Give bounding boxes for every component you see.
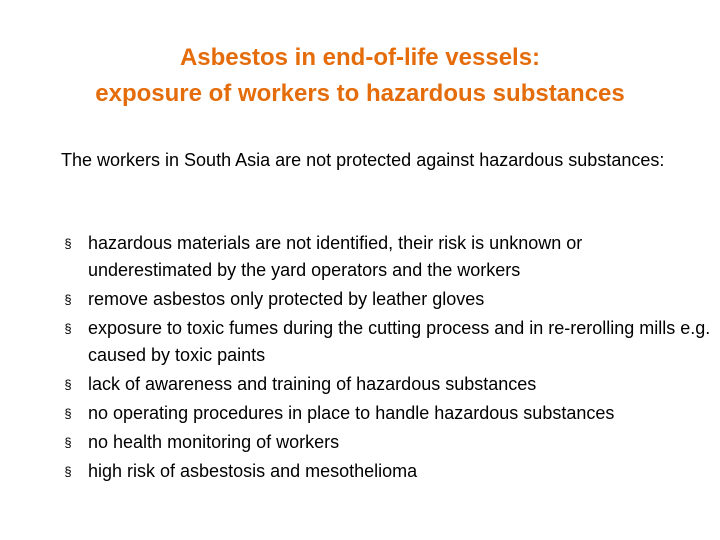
bullet-marker-icon: § <box>64 377 72 392</box>
bullet-text: remove asbestos only protected by leather gloves <box>88 289 485 309</box>
bullet-text: exposure to toxic fumes during the cutting process and in re-rerolling mills e.g. caused by toxic paints <box>88 318 711 365</box>
slide-title-line-1: Asbestos in end-of-life vessels: <box>179 44 541 71</box>
bullet-item <box>61 286 711 313</box>
bullet-item <box>61 371 711 398</box>
slide-title-line-2: exposure of workers to hazardous substances <box>95 80 625 107</box>
bullet-text: high risk of asbestosis and mesothelioma <box>88 461 418 481</box>
bullet-text: no health monitoring of workers <box>88 432 340 452</box>
bullet-item <box>61 315 711 369</box>
bullet-list <box>61 230 711 487</box>
bullet-marker-icon: § <box>64 236 72 251</box>
bullet-item <box>61 230 711 284</box>
bullet-text: hazardous materials are not identified, their risk is unknown or underestimated by the yard operators and the workers <box>88 233 583 280</box>
bullet-text: lack of awareness and training of hazardous substances <box>88 374 537 394</box>
bullet-marker-icon: § <box>64 292 72 307</box>
intro-text: The workers in South Asia are not protected against hazardous substances: <box>61 150 665 170</box>
bullet-marker-icon: § <box>64 406 72 421</box>
bullet-marker-icon: § <box>64 464 72 479</box>
bullet-item <box>61 400 711 427</box>
bullet-text: no operating procedures in place to handle hazardous substances <box>88 403 615 423</box>
bullet-item <box>61 458 711 485</box>
bullet-marker-icon: § <box>64 435 72 450</box>
slide-title <box>20 40 700 112</box>
bullet-marker-icon: § <box>64 321 72 336</box>
bullet-item <box>61 429 711 456</box>
